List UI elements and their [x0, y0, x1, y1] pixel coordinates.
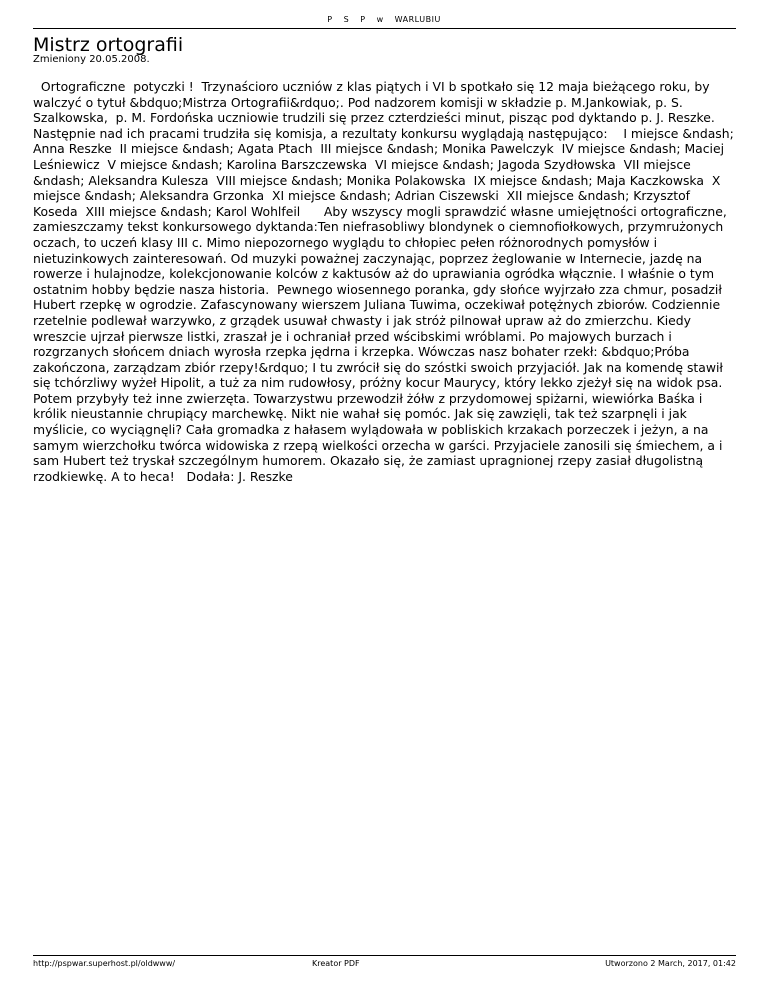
- header-letter-p1: P: [327, 15, 333, 24]
- footer-generator: Kreator PDF: [312, 959, 360, 968]
- article-title: Mistrz ortografii: [33, 34, 184, 56]
- footer-url: http://pspwar.superhost.pl/oldwww/: [33, 959, 176, 968]
- footer-divider: [33, 955, 736, 956]
- header-letter-p2: P: [360, 15, 366, 24]
- footer-created-date: Utworzono 2 March, 2017, 01:42: [605, 959, 736, 968]
- header-letter-s: S: [343, 15, 350, 24]
- header-site-name: WARLUBIU: [394, 15, 441, 24]
- header-letter-w: w: [376, 15, 384, 24]
- article-updated-date: Zmieniony 20.05.2008.: [33, 54, 150, 65]
- article-body: Ortograficzne potyczki ! Trzynaścioro uczniów z klas piątych i VI b spotkało się 12 maja bieżącego roku, by walczyć o tytuł &bdquo;Mistrza Ortografii&rdquo;. Pod nadzorem komisji w składzie p. M.Jankowiak, p. S. Szalkowska, p. M. Fordońska uczniowie trudzili się przez czterdzieści minut, pisząc pod dyktando p. J. Reszke. Następnie nad ich pracami trudziła się komisja, a rezultaty konkursu wyglądają następująco: I miejsce &ndash; Anna Reszke II miejsce &ndash; Agata Ptach III miejsce &ndash; Monika Pawelczyk IV miejsce &ndash; Maciej Leśniewicz V miejsce &ndash; Karolina Barszczewska VI miejsce &ndash; Jagoda Szydłowska VII miejsce &ndash; Aleksandra Kulesza VIII miejsce &ndash; Monika Polakowska IX miejsce &ndash; Maja Kaczkowska X miejsce &ndash; Aleksandra Grzonka XI miejsce &ndash; Adrian Ciszewski XII miejsce &ndash; Krzysztof Koseda XIII miejsce &ndash; Karol Wohlfeil Aby wszyscy mogli sprawdzić własne umiejętności ortograficzne, zamieszczamy tekst konkursowego dyktanda:Ten niefrasobliwy blondynek o ciemnofiołkowych, przymrużonych oczach, to uczeń klasy III c. Mimo niepozornego wyglądu to chłopiec pełen różnorodnych pomysłów i nietuzinkowych zainteresowań. Od muzyki poważnej zaczynając, poprzez żeglowanie w Internecie, jazdę na rowerze i hulajnodze, kolekcjonowanie kolców z kaktusów aż do uprawiania ogródka włącznie. I właśnie o tym ostatnim hobby będzie nasza historia. Pewnego wiosennego poranka, gdy słońce wyjrzało zza chmur, posadził Hubert rzepkę w ogrodzie. Zafascynowany wierszem Juliana Tuwima, oczekiwał potężnych zbiorów. Codziennie rzetelnie podlewał warzywko, z grządek usuwał chwasty i jak stróż pilnował upraw aż do zmierzchu. Kiedy wreszcie ujrzał pierwsze listki, zraszał je i ochraniał przed wścibskimi wróblami. Po majowych burzach i rozgrzanych słońcem dniach wyrosła rzepka jędrna i krzepka. Wówczas nasz bohater rzekł: &bdquo;Próba zakończona, zarządzam zbiór rzepy!&rdquo; I tu zwrócił się do szóstki swoich przyjaciół. Jak na komendę stawił się tchórzliwy wyżeł Hipolit, a tuż za nim rudowłosy, próżny kocur Maurycy, który lekko zjeżył się na widok psa. Potem przybyły też inne zwierzęta. Towarzystwu przewodził żółw z przydomowej spiżarni, wiewiórka Baśka i królik nieustannie chrupiący marchewkę. Nikt nie wahał się pomóc. Jak się zawzięli, tak też szarpnęli i jak myślicie, co wyciągnęli? Cała gromadka z hałasem wylądowała w pobliskich krzakach porzeczek i jeżyn, a na samym wierzchołku twórca widowiska z rzepą wielkości orzecha w garści. Przyjaciele zanosili się śmiechem, a i sam Hubert też tryskał szczególnym humorem. Okazało się, że zamiast upragnionej rzepy zasiał długolistną rzodkiewkę. A to heca! Dodała: J. Reszke: [33, 79, 738, 484]
- header-divider: [33, 28, 736, 29]
